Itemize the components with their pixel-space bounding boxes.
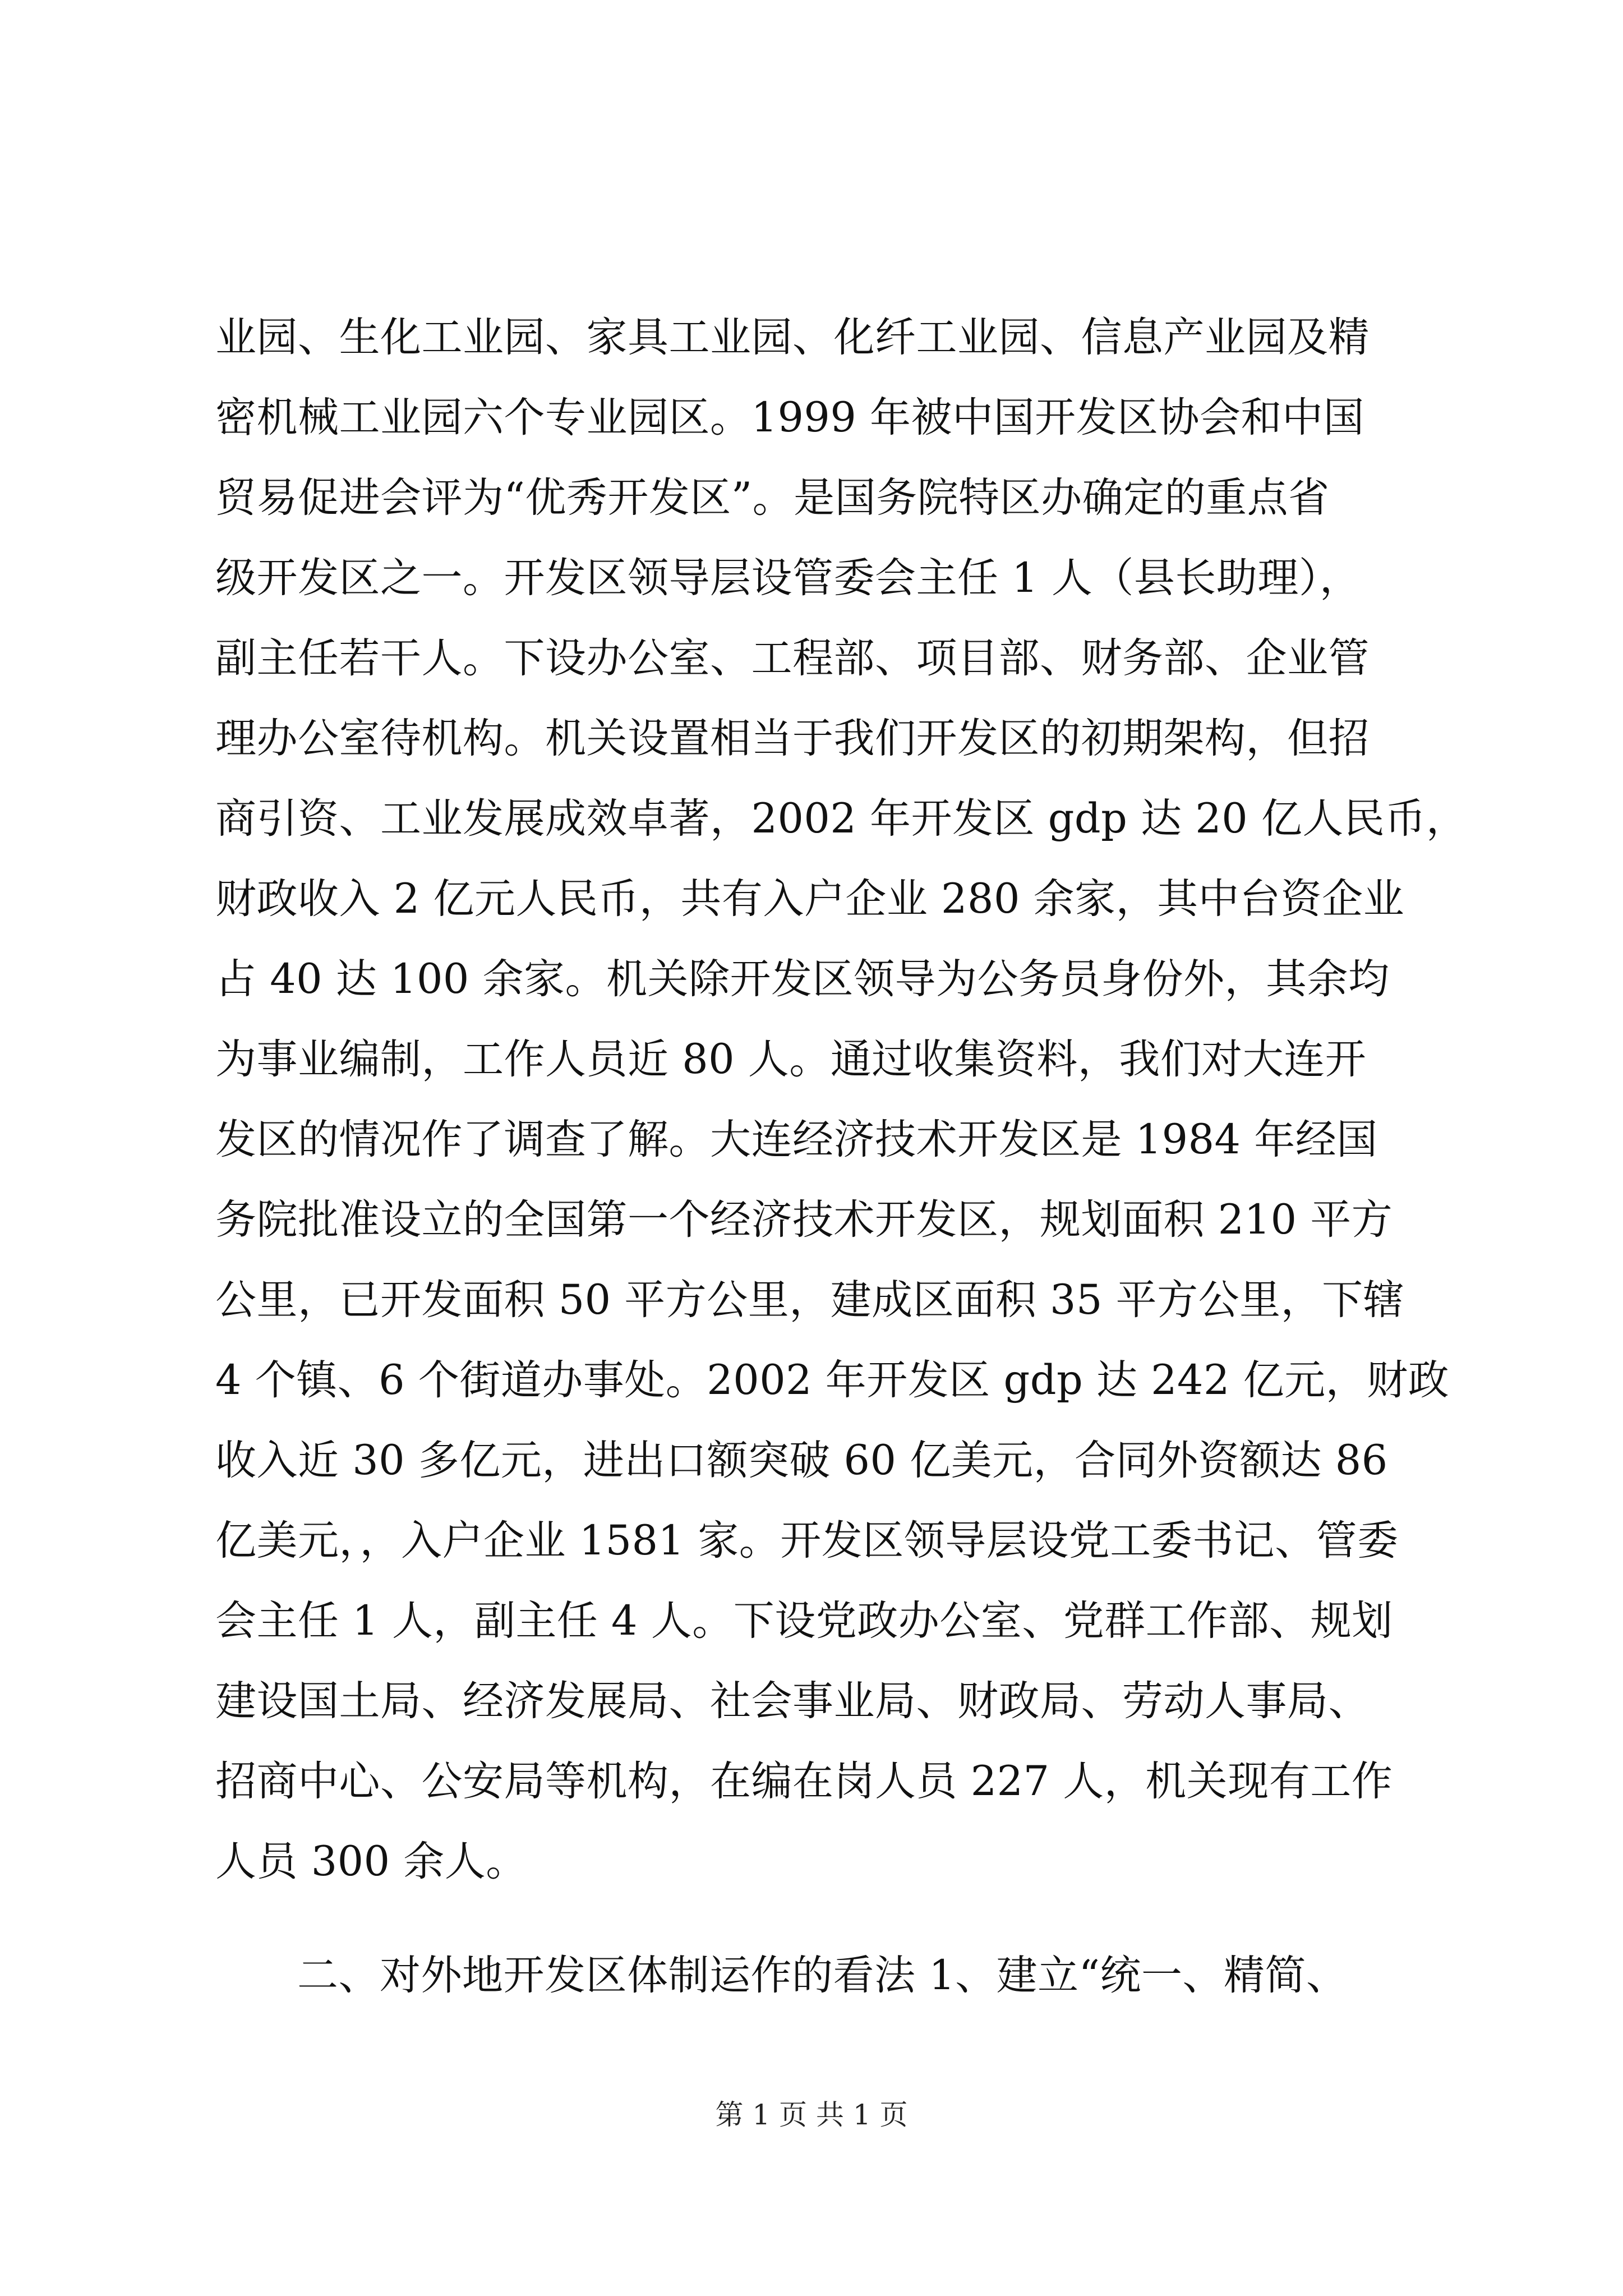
text-line: 4 个镇、6 个街道办事处。2002 年开发区 gdp 达 242 亿元，财政: [215, 1356, 1450, 1404]
text-line: 发区的情况作了调查了解。大连经济技术开发区是 1984 年经国: [215, 1116, 1378, 1163]
text-line: 公里，已开发面积 50 平方公里，建成区面积 35 平方公里，下辖: [215, 1276, 1405, 1324]
text-line: 亿美元，，入户企业 1581 家。开发区领导层设党工委书记、管委: [215, 1517, 1399, 1565]
text-line: 贸易促进会评为“优秀开发区”。是国务院特区办确定的重点省: [215, 474, 1330, 522]
paragraph-1: [215, 297, 1468, 1902]
page-footer: 第 1 页 共 1 页: [715, 2099, 908, 2131]
text-line: 人员 300 余人。: [215, 1838, 527, 1885]
text-line: 建设国土局、经济发展局、社会事业局、财政局、劳动人事局、: [215, 1677, 1370, 1725]
text-line: 商引资、工业发展成效卓著，2002 年开发区 gdp 达 20 亿人民币，: [215, 795, 1468, 843]
text-line: 二、对外地开发区体制运作的看法 1、建立“统一、精简、: [297, 1952, 1348, 1999]
text-line: 会主任 1 人，副主任 4 人。下设党政办公室、党群工作部、规划: [215, 1597, 1393, 1645]
text-line: 收入近 30 多亿元，进出口额突破 60 亿美元，合同外资额达 86: [215, 1437, 1388, 1484]
text-line: 副主任若干人。下设办公室、工程部、项目部、财务部、企业管: [215, 634, 1370, 682]
paragraph-spacer: [215, 1902, 1415, 1935]
text-line: 财政收入 2 亿元人民币，共有入户企业 280 余家，其中台资企业: [215, 875, 1405, 923]
text-line: 务院批准设立的全国第一个经济技术开发区，规划面积 210 平方: [215, 1196, 1393, 1244]
text-line: 级开发区之一。开发区领导层设管委会主任 1 人（县长助理），: [215, 554, 1361, 602]
text-line: 理办公室待机构。机关设置相当于我们开发区的初期架构，但招: [215, 715, 1370, 762]
document-body: [215, 297, 1468, 2016]
text-line: 占 40 达 100 余家。机关除开发区领导为公务员身份外，其余均: [215, 955, 1390, 1003]
text-line: 业园、生化工业园、家具工业园、化纤工业园、信息产业园及精: [215, 314, 1370, 361]
text-line: 为事业编制，工作人员近 80 人。通过收集资料，我们对大连开: [215, 1036, 1367, 1083]
text-line: 密机械工业园六个专业园区。1999 年被中国开发区协会和中国: [215, 394, 1364, 441]
paragraph-2: [215, 1935, 1415, 2016]
text-line: 招商中心、公安局等机构，在编在岗人员 227 人，机关现有工作: [215, 1757, 1393, 1805]
